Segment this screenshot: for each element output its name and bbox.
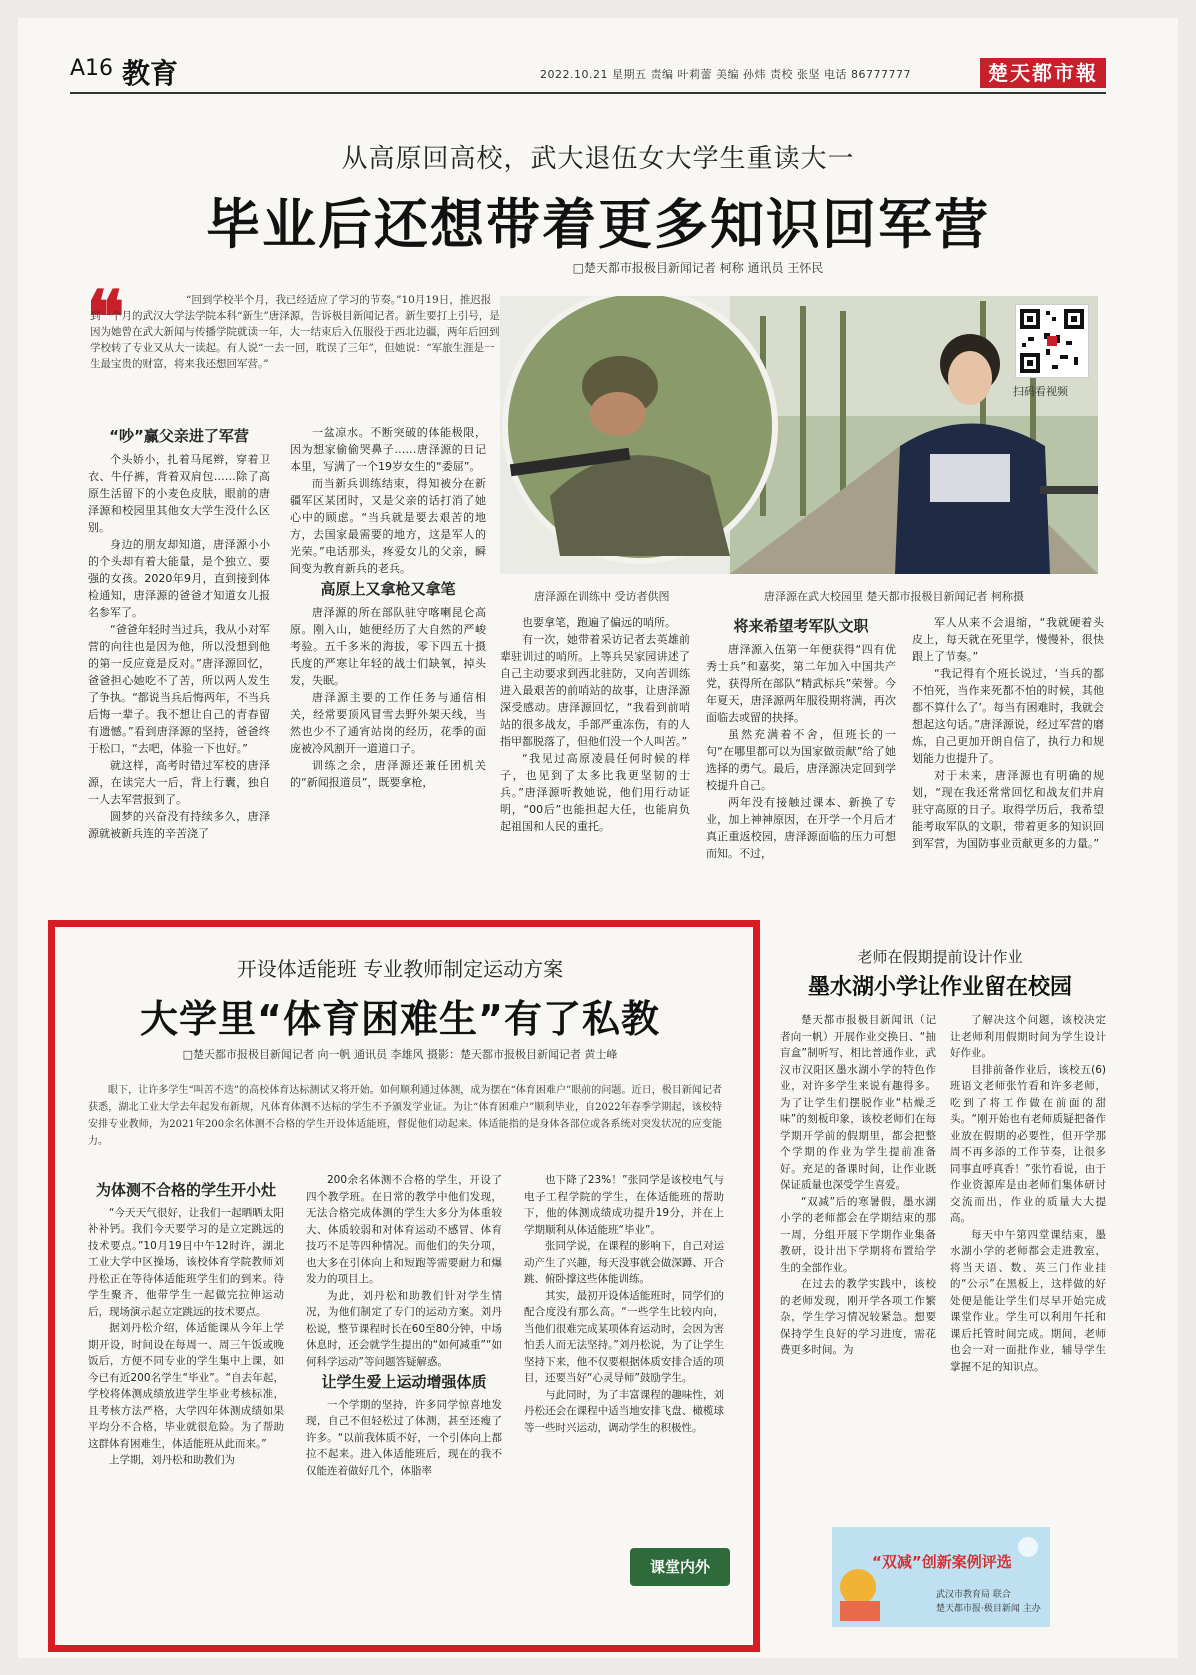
article1-byline: □楚天都市报极目新闻记者 柯称 通讯员 王怀民 <box>572 261 824 275</box>
subheading: “吵”赢父亲进了军营 <box>109 427 249 445</box>
banner-title: “双减”创新案例评选 <box>872 1553 1012 1571</box>
paragraph: 唐泽源入伍第一年便获得“四有优秀士兵”和嘉奖，第二年加入中国共产党，获得所在部队“精武标兵”荣誉。今年夏天，唐泽源两年服役期将满，再次面临去或留的抉择。 <box>706 643 896 724</box>
paragraph: 为此，刘丹松和助教们针对学生情况，为他们制定了专门的运动方案。刘丹松说，整节课程时长在60至80分钟，中场休息时，还会就学生提出的“如何减重”“如何科学运动”等问题答疑解惑。 <box>306 1289 502 1368</box>
paragraph: 也要拿笔，跑遍了偏远的哨所。 <box>522 616 676 629</box>
article1-column <box>290 424 486 791</box>
campaign-banner <box>832 1527 1050 1627</box>
paragraph: 目排前备作业后，该校五(6)班语文老师张竹看和许多老师，吃到了将工作做在前面的甜头。“刚开始也有老师质疑把备作业放在假期的必要性，但开学那周不再多添的工作节奏，让很多同事直呼真香！”张竹看说，由于作业资源库是由老师们集体研讨交流而出，作业的质量大大提高。 <box>950 1063 1106 1224</box>
masthead <box>70 52 1106 94</box>
banner-organizer: 武汉市教育局 联合 <box>936 1590 1011 1600</box>
article1-column <box>912 614 1104 852</box>
article1-headline: 毕业后还想带着更多知识回军营 <box>206 193 990 256</box>
quote-mark-icon: ❝ <box>86 274 125 359</box>
page-number: A16 <box>70 56 114 81</box>
qr-code-icon[interactable] <box>1015 304 1089 378</box>
subheading: 为体测不合格的学生开小灶 <box>95 1181 276 1199</box>
column-badge: 课堂内外 <box>630 1548 730 1586</box>
paragraph: 个头娇小，扎着马尾辫，穿着卫衣、牛仔裤，背着双肩包……除了高原生活留下的小麦色皮肤，眼前的唐泽源和校园里其他女大学生没什么区别。 <box>88 453 270 534</box>
article2-headline: 大学里“体育困难生”有了私教 <box>140 997 660 1041</box>
paragraph: “我见过高原凌晨任何时候的样子，也见到了太多比我更坚韧的士兵。”唐泽源听教她说，他们用行动证明，“00后”也能担起大任，也能肩负起祖国和人民的重托。 <box>500 752 690 833</box>
article1-photo <box>500 296 1098 574</box>
article2-column <box>524 1172 724 1436</box>
paragraph: 有一次，她带着采访记者去英雄前辈驻训过的哨所。上等兵吴家园讲述了自己主动要求到西北驻防，又向苦训练进入最艰苦的前哨站的故事，让唐泽源深受感动。唐泽源回忆，“我看到前哨站的很多战友，手部严重冻伤，有的人指甲都脱落了，但他们没一个人叫苦。” <box>500 633 690 748</box>
photo-caption: 唐泽源在训练中 受访者供图 <box>534 590 670 603</box>
paragraph: 唐泽源主要的工作任务与通信相关，经常要顶风冒雪去野外架天线，当然也少不了通宵站岗的经历，花季的面庞被冷风割开一道道口子。 <box>290 691 486 755</box>
paragraph: 在过去的教学实践中，该校的老师发现，刚开学各项工作繁杂，学生学习情况较紧急。想要保持学生良好的学习进度，需花费更多时间。为 <box>780 1278 936 1356</box>
paragraph: 两年没有接触过课本、新换了专业，加上神神原因，在开学一个月后才真正重返校园，唐泽源面临的压力可想而知。不过， <box>706 796 896 860</box>
article1-kicker: 从高原回高校，武大退伍女大学生重读大一 <box>341 144 855 174</box>
paragraph: 虽然充满着不舍，但班长的一句“在哪里都可以为国家做贡献”给了她选择的勇气。最后，唐泽源决定回到学校提升自己。 <box>706 728 896 792</box>
paragraph: 而当新兵训练结束，得知被分在新疆军区某团时，又是父亲的话打消了她心中的顾虑。“当兵就是要去艰苦的地方，去国家最需要的地方，这是军人的光荣。”电话那头，疼爱女儿的父亲，瞬间变为教育新兵的老兵。 <box>290 477 486 575</box>
article2-lead: 眼下，让许多学生“叫苦不迭”的高校体育达标测试又将开始。如何顺利通过体测，成为摆在“体育困难户”眼前的问题。近日，极目新闻记者获悉，湖北工业大学去年起发布新规，凡体育体测不达标的学生不予颁发学业证。为让“体育困难户”顺利毕业，自2022年春季学期起，该校特安排专业教师，为2021年200余名体测不合格的学生开设体适能班，督促他们动起来。体适能指的是身体各部位或各系统对突发状况的应变能力。 <box>88 1085 722 1147</box>
section-title: 教育 <box>122 57 179 90</box>
paragraph: “我记得有个班长说过，‘当兵的都不怕死，当作来死都不怕的时候，其他都不算什么了’。每当有困难时，我就会想起这句话。”唐泽源说，经过军营的磨炼，自己更加开朗自信了，执行力和规划能力也提升了。 <box>912 667 1104 765</box>
subheading: 将来希望考军队文职 <box>733 617 869 635</box>
article3-column <box>780 1012 936 1359</box>
paragraph: 其实，最初开设体适能班时，同学们的配合度没有那么高。“一些学生比较内向，当他们很难完成某项体育运动时，会因为害怕丢人而无法坚持。”刘丹松说，为了让学生坚持下来，他不仅要根据体质安排合适的项目，还要当好“心灵导师”鼓励学生。 <box>524 1289 724 1384</box>
paragraph: 圆梦的兴奋没有持续多久，唐泽源就被新兵连的辛苦浇了 <box>88 810 270 840</box>
paragraph: “双减”后的寒暑假，墨水湖小学的老师都会在学期结束的那一周，分组开展下学期作业集备教研，设计出下学期将布置给学生的全部作业。 <box>780 1195 936 1274</box>
paragraph: 据刘丹松介绍，体适能课从今年上学期开设，时间设在每周一、周三午饭或晚饭后，方便不同专业的学生集中上课，如今已有近200名学生“毕业”。“自去年起，学校将体测成绩放进学生毕业考核标准，且考核方法严格，大学四年体测成绩如果平均分不合格，毕业就很危险。为了帮助这群体育困难生，体适能班从此而来。” <box>88 1322 284 1450</box>
newspaper-logo: 楚天都市報 <box>980 58 1106 88</box>
article1-column <box>88 424 270 842</box>
article3-column <box>950 1012 1106 1375</box>
paragraph: 唐泽源的所在部队驻守喀喇昆仑高原。刚入山，她便经历了大自然的严峻考验。五千多米的海拔，零下四五十摄氏度的严寒让年轻的战士们缺氧，掉头发，失眠。 <box>290 606 486 687</box>
paragraph: 身边的朋友却知道，唐泽源小小的个头却有着大能量，是个独立、要强的女孩。2020年9月，直到接到体检通知，唐泽源的爸爸才知道女儿报名参军了。 <box>88 538 270 619</box>
issue-meta: 2022.10.21 星期五 责编 叶莉蕾 美编 孙炜 责校 张坚 电话 86777777 <box>540 68 911 81</box>
article2-byline: □楚天都市报极目新闻记者 向一帆 通讯员 李雄风 摄影：楚天都市报极目新闻记者 黄士峰 <box>182 1048 618 1061</box>
article1-lead: “回到学校半个月，我已经适应了学习的节奏。”10月19日，推迟报到一个月的武汉大学法学院本科“新生”唐泽源，告诉极目新闻记者。新生要打上引号，是因为她曾在武大新闻与传播学院就读一年，大一结束后入伍服役于西北边疆，两年后回到学校转了专业又从大一读起。有人说“一去一回，耽误了三年”，但她说：“军旅生涯是一生最宝贵的财富，将来我还想回军营。” <box>90 294 500 370</box>
article3-kicker: 老师在假期提前设计作业 <box>857 948 1023 966</box>
article3-headline: 墨水湖小学让作业留在校园 <box>807 975 1072 1000</box>
banner-organizer: 楚天都市报·极目新闻 主办 <box>936 1604 1041 1614</box>
paragraph: 张同学说，在课程的影响下，自己对运动产生了兴趣，每天没事就会做深蹲、开合跳、俯卧撑这些体能训练。 <box>524 1240 724 1285</box>
paragraph: 上学期，刘丹松和助教们为 <box>109 1454 235 1466</box>
paragraph: 每天中午第四堂课结束，墨水湖小学的老师都会走进教室，将当天语、数、英三门作业挂的“公示”在黑板上，这样做的好处便是能让学生们尽早开始完成课堂作业。学生可以利用午托和课后托管时间完成。期间，老师也会一对一面批作业，辅导学生掌握不足的知识点。 <box>950 1228 1106 1373</box>
paragraph: 与此同时，为了丰富课程的趣味性，刘丹松还会在课程中适当地安排飞盘、橄榄球等一些时兴运动，调动学生的积极性。 <box>524 1388 724 1434</box>
paragraph: 了解决这个问题，该校决定让老师利用假期时间为学生设计好作业。 <box>950 1014 1106 1059</box>
article1-column <box>500 614 690 835</box>
article2-column <box>306 1172 502 1479</box>
paragraph: 200余名体测不合格的学生，开设了四个教学班。在日常的教学中他们发现，无法合格完成体测的学生大多分为体重较大、体质较弱和对体育运动不感冒、体育技巧不足等四种情况。而他们的失分项，也大多在引体向上和短跑等需要耐力和爆发力的项目上。 <box>306 1174 502 1285</box>
article2-kicker: 开设体适能班 专业教师制定运动方案 <box>236 957 564 981</box>
paragraph: 一个学期的坚持，许多同学惊喜地发现，自己不但轻松过了体测，甚至还瘦了许多。“以前我体质不好，一个引体向上都拉不起来。进入体适能班后，现在的我不仅能连着做好几个，体脂率 <box>306 1398 502 1477</box>
paragraph: 对于未来，唐泽源也有明确的规划，“现在我还常常回忆和战友们并肩驻守高原的日子。取得学历后，我希望能考取军队的文职，带着更多的知识回到军营，为国防事业贡献更多的力量。” <box>912 769 1104 850</box>
paragraph: 训练之余，唐泽源还兼任团机关的“新闻报道员”，既要拿枪， <box>290 759 486 789</box>
subheading: 让学生爱上运动增强体质 <box>321 1373 487 1391</box>
paragraph: 一盆凉水。不断突破的体能极限，因为想家偷偷哭鼻子……唐泽源的日记本里，写满了一个19岁女生的“委屈”。 <box>290 426 486 473</box>
article2-column <box>88 1178 284 1469</box>
paragraph: 就这样，高考时错过军校的唐泽源，在读完大一后，背上行囊，独自一人去军营报到了。 <box>88 759 270 806</box>
subheading: 高原上又拿枪又拿笔 <box>320 580 456 598</box>
paragraph: 也下降了23%！”张同学是该校电气与电子工程学院的学生，在体适能班的帮助下，他的体测成绩成功提升19分，并在上学期顺利从体适能班“毕业”。 <box>524 1174 724 1236</box>
paragraph: 楚天都市报极目新闻讯（记者向一帆）开展作业交换日、“抽盲盒”制听写，相比普通作业，武汉市汉阳区墨水湖小学的特色作业，对许多学生来说有趣得多。为了让学生们摆脱作业“枯燥乏味”的刻板印象，该校老师们在每学期开学前的假期里，都会把整个学期的作业为学生提前准备好。充足的备课时间，让作业既保证质量也深受学生喜爱。 <box>780 1014 936 1191</box>
photo-caption: 唐泽源在武大校园里 楚天都市报极目新闻记者 柯称摄 <box>764 590 1024 603</box>
article1-column <box>706 614 896 862</box>
qr-label: 扫码看视频 <box>1013 385 1068 398</box>
paragraph: “爸爸年轻时当过兵，我从小对军营的向往也是因为他，所以没想到他的第一反应竟是反对。”唐泽源回忆，爸爸担心她吃不了苦，所以两人发生了争执。“都说当兵后悔两年，不当兵后悔一辈子。我不想让自己的青春留有遗憾。”看到唐泽源的坚持，爸爸终于松口，“去吧，体验一下也好。” <box>88 623 270 755</box>
paragraph: 军人从来不会退缩，“我就硬着头皮上，每天就在死里学，慢慢补，很快跟上了节奏。” <box>912 616 1104 663</box>
paragraph: “今天天气很好，让我们一起晒晒太阳补补钙。我们今天要学习的是立定跳远的技术要点。”10月19日中午12时许，湖北工业大学中区操场，该校体育学院教师刘丹松正在等待体适能班学生们的到来。待学生聚齐，他带学生一起做完拉伸运动后，现场演示起立定跳远的技术要点。 <box>88 1206 284 1318</box>
